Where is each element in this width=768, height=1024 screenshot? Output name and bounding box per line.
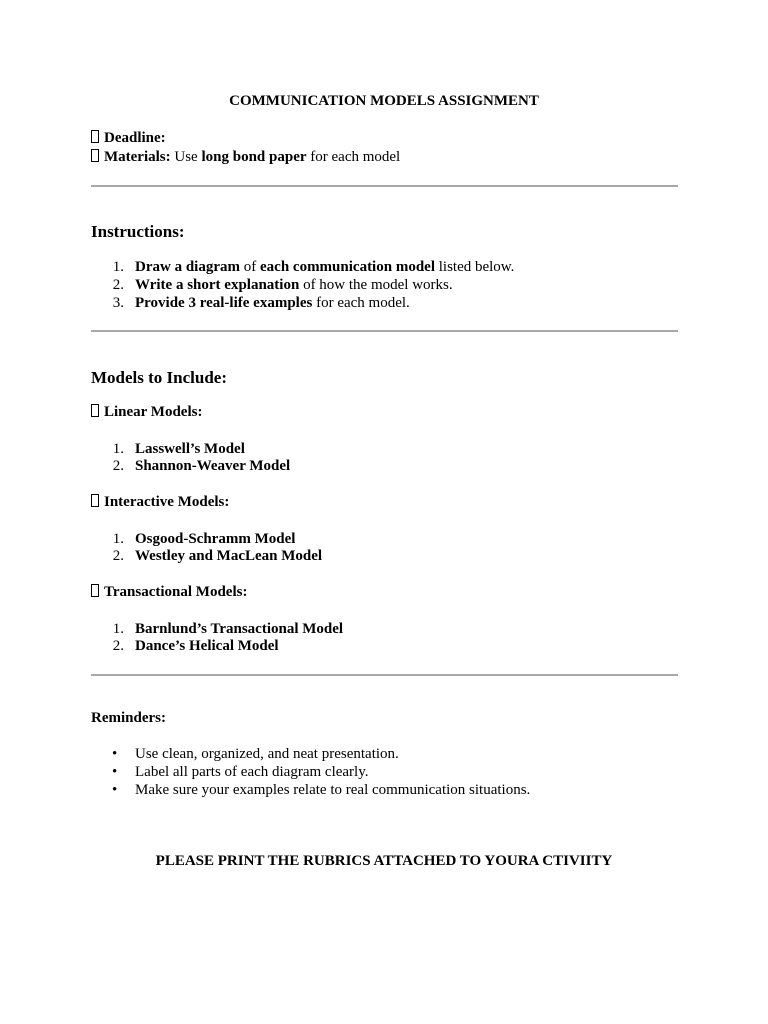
list-number: 3. [112,295,124,311]
model-item [135,548,322,565]
list-number: 2. [112,638,124,654]
materials-label: Materials: [104,149,171,165]
document-title: COMMUNICATION MODELS ASSIGNMENT [229,93,539,109]
model-name: Shannon-Weaver Model [135,458,291,474]
placeholder-glyph-icon [91,149,99,162]
instruction-text-bold: Draw a diagram [135,259,240,275]
bullet-glyph: • [112,782,118,798]
reminder-item: Use clean, organized, and neat presentation. [135,746,399,762]
bullet-glyph: • [112,764,118,780]
model-group-label [91,584,247,601]
final-note: PLEASE PRINT THE RUBRICS ATTACHED TO YOURA CTIVIITY [155,853,613,869]
reminder-item: Make sure your examples relate to real communication situations. [135,782,531,798]
model-group-label-text: Interactive Models: [104,494,230,510]
placeholder-glyph-icon [91,584,99,597]
model-item [135,638,279,655]
model-group-label-text: Linear Models: [104,404,203,420]
materials-text-post: for each model [310,149,401,165]
deadline-line [91,130,166,147]
divider [91,330,678,332]
model-name: Osgood-Schramm Model [135,531,296,547]
model-group-label-text: Transactional Models: [104,584,248,600]
list-number: 1. [112,531,124,547]
model-name: Lasswell’s Model [135,441,245,457]
model-item [135,621,343,638]
bullet-glyph: • [112,746,118,762]
list-number: 2. [112,548,124,564]
deadline-label: Deadline: [104,130,166,146]
models-heading: Models to Include: [91,368,227,387]
list-number: 2. [112,277,124,293]
reminder-item: Label all parts of each diagram clearly. [135,764,369,780]
instruction-text: for each model. [312,295,410,311]
model-item [135,458,290,475]
placeholder-glyph-icon [91,494,99,507]
instruction-text-bold: Write a short explanation [135,277,300,293]
instruction-text: listed below. [434,259,515,275]
placeholder-glyph-icon [91,404,99,417]
materials-text-bold: long bond paper [201,149,307,165]
model-item [135,531,295,548]
instruction-item [135,259,514,276]
divider [91,185,678,187]
materials-text-pre: Use [174,149,198,165]
placeholder-glyph-icon [91,130,99,143]
divider [91,674,678,676]
instructions-heading: Instructions: [91,222,185,241]
reminders-heading: Reminders: [91,710,166,726]
list-number: 1. [112,259,124,275]
model-item [135,441,245,458]
model-name: Westley and MacLean Model [135,548,323,564]
list-number: 2. [112,458,124,474]
instruction-item [135,295,410,312]
model-name: Barnlund’s Transactional Model [135,621,344,637]
model-group-label [91,404,202,421]
list-number: 1. [112,621,124,637]
instruction-text-bold: Provide 3 real-life examples [135,295,313,311]
list-number: 1. [112,441,124,457]
instruction-text: of [240,259,260,275]
instruction-item [135,277,453,294]
instruction-text: of how the model works. [299,277,453,293]
model-group-label [91,494,229,511]
model-name: Dance’s Helical Model [135,638,279,654]
materials-line [91,149,400,166]
instruction-text-bold: each communication model [260,259,435,275]
